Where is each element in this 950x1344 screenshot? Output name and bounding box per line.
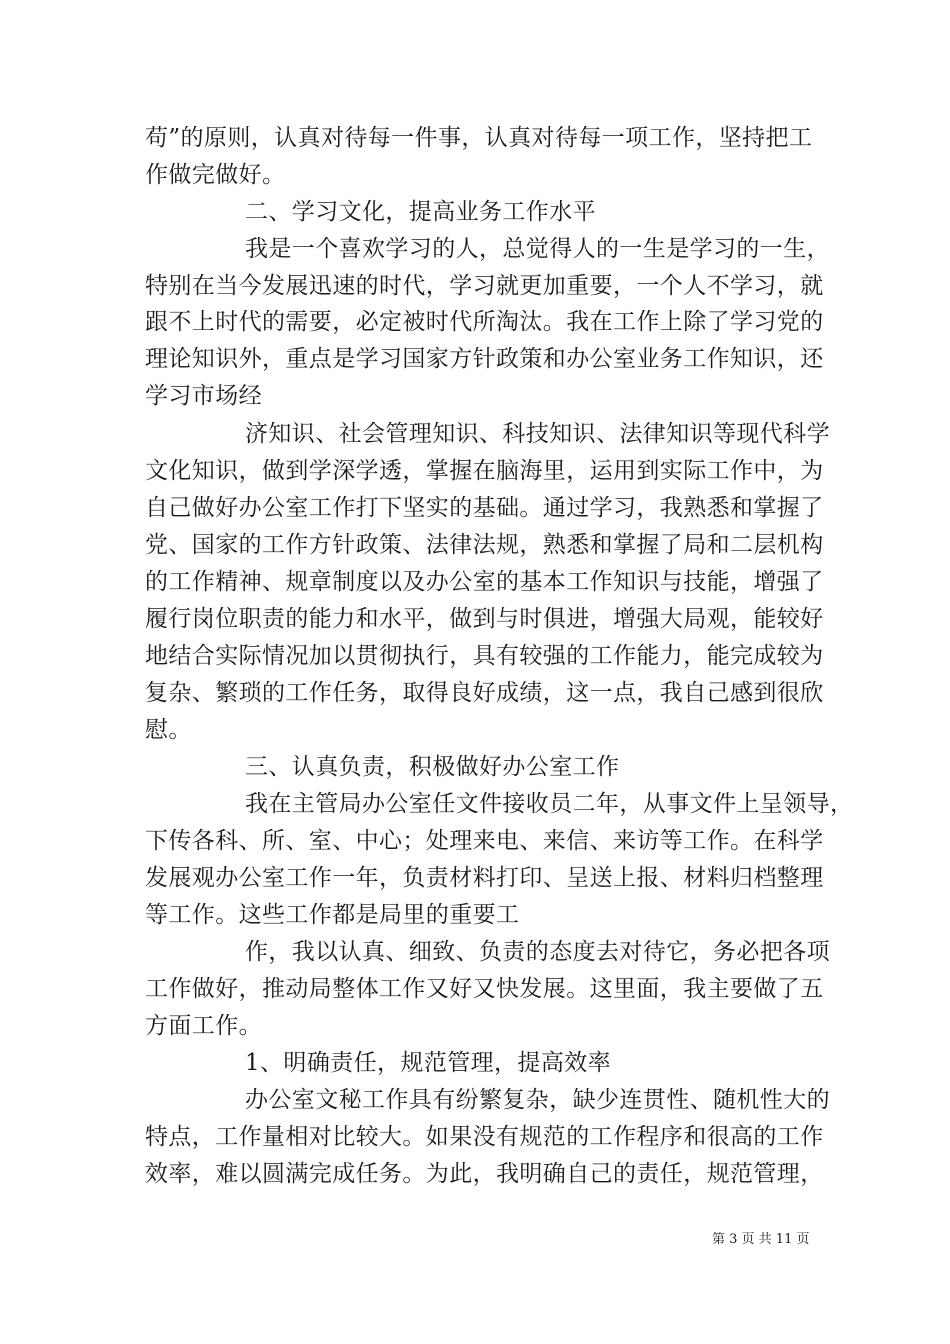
text-line: 作，我以认真、细致、负责的态度去对待它，务必把各项 — [245, 939, 830, 965]
section-heading: 二、学习文化，提高业务工作水平 — [245, 199, 596, 225]
text-line: 履行岗位职责的能力和水平，做到与时俱进，增强大局观，能较好 — [145, 606, 824, 632]
text-line: 特点，工作量相对比较大。如果没有规范的工作程序和很高的工作 — [145, 1124, 824, 1150]
text-line: 党、国家的工作方针政策、法律法规，熟悉和掌握了局和二层机构 — [145, 532, 824, 558]
text-line: 等工作。这些工作都是局里的重要工 — [145, 902, 520, 928]
text-line: 自己做好办公室工作打下坚实的基础。通过学习，我熟悉和掌握了 — [145, 495, 824, 521]
text-line: 工作做好，推动局整体工作又好又快发展。这里面，我主要做了五 — [145, 976, 824, 1002]
subsection-heading: 1、明确责任，规范管理，提高效率 — [245, 1050, 612, 1076]
text-line: 地结合实际情况加以贯彻执行，具有较强的工作能力，能完成较为 — [145, 643, 824, 669]
text-line: 发展观办公室工作一年，负责材料打印、呈送上报、材料归档整理 — [145, 865, 824, 891]
text-line: 济知识、社会管理知识、科技知识、法律知识等现代科学 — [245, 421, 830, 447]
text-line: 作做完做好。 — [145, 162, 286, 188]
text-line: 我在主管局办公室任文件接收员二年，从事文件上呈领导， — [245, 791, 854, 817]
page-number-footer: 第 3 页 共 11 页 — [712, 1232, 810, 1247]
text-line: 效率，难以圆满完成任务。为此，我明确自己的责任，规范管理， — [145, 1161, 824, 1187]
text-line: 文化知识，做到学深学透，掌握在脑海里，运用到实际工作中，为 — [145, 458, 824, 484]
text-line: 方面工作。 — [145, 1013, 262, 1039]
text-line: 复杂、繁琐的工作任务，取得良好成绩，这一点，我自己感到很欣 — [145, 680, 824, 706]
text-line: 办公室文秘工作具有纷繁复杂，缺少连贯性、随机性大的 — [245, 1087, 830, 1113]
text-line: 慰。 — [145, 717, 192, 743]
text-line: 跟不上时代的需要，必定被时代所淘汰。我在工作上除了学习党的 — [145, 309, 824, 335]
text-line: 的工作精神、规章制度以及办公室的基本工作知识与技能，增强了 — [145, 569, 824, 595]
text-line: 特别在当今发展迅速的时代，学习就更加重要，一个人不学习，就 — [145, 273, 824, 299]
text-line: 下传各科、所、室、中心；处理来电、来信、来访等工作。在科学 — [145, 828, 824, 854]
section-heading: 三、认真负责，积极做好办公室工作 — [245, 754, 620, 780]
text-line: 我是一个喜欢学习的人，总觉得人的一生是学习的一生， — [245, 236, 830, 262]
text-line: 学习市场经 — [145, 383, 262, 409]
text-line: 理论知识外，重点是学习国家方针政策和办公室业务工作知识，还 — [145, 346, 824, 372]
text-line: 苟”的原则，认真对待每一件事，认真对待每一项工作，坚持把工 — [145, 125, 813, 151]
